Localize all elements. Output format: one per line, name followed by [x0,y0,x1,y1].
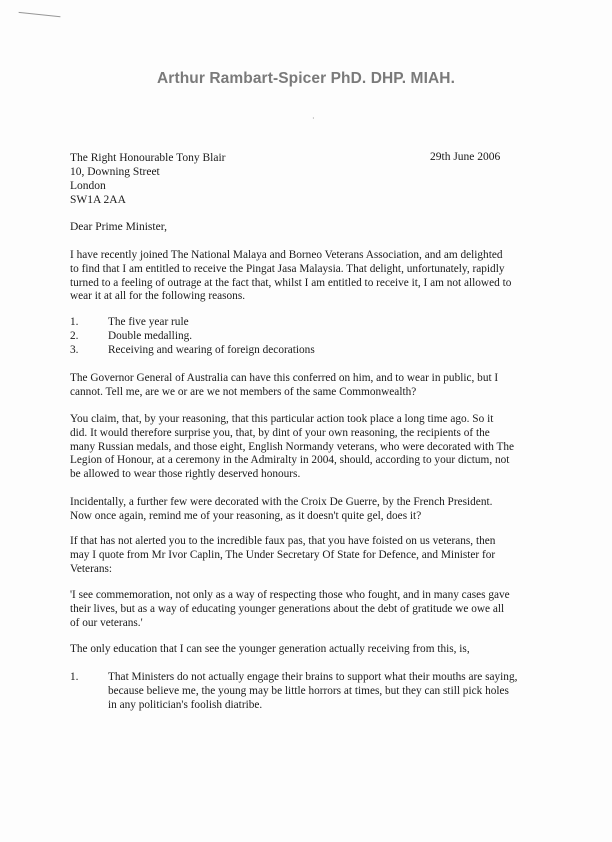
text-line: be allowed to wear those rightly deserved honours. [70,468,301,481]
address-line: The Right Honourable Tony Blair [70,152,226,164]
list-item [70,315,315,329]
list-item-number: 1. [70,316,79,328]
letterhead-name: Arthur Rambart-Spicer PhD. DHP. MIAH. [157,70,455,87]
list-item-text [108,671,517,712]
list-item [70,329,315,343]
text-line: may I quote from Mr Ivor Caplin, The Under Secretary Of State for Defence, and Minister for [70,548,496,561]
paragraph-quote [70,589,548,630]
salutation: Dear Prime Minister, [70,221,167,233]
list-item [70,343,315,357]
paragraph-incidentally [70,496,548,524]
text-line: The Governor General of Australia can have this conferred on him, and to wear in public, but I [70,372,499,384]
text-line: Veterans: [70,562,113,575]
text-line: many Russian medals, and those eight, English Normandy veterans, who were decorated with The [70,440,515,453]
text-line: because believe me, the young may be little horrors at times, but they can still pick holes [108,684,509,697]
reasons-list [70,315,315,357]
text-line: turned to a feeling of outrage at the fact that, whilst I am entitled to receive it, I am not allowed to [70,276,512,289]
text-line: Now once again, remind me of your reasoning, as it doesn't quite gel, does it? [70,509,422,522]
text-line: wear it at all for the following reasons. [70,290,246,303]
paragraph-intro [70,249,548,304]
text-line: in any politician's foolish diatribe. [108,698,263,711]
text-line: of our veterans.' [70,616,143,629]
text-line: Legion of Honour, at a ceremony in the Admiralty in 2004, should, according to your dictum, not [70,454,510,467]
scan-speck: · [312,114,315,123]
text-line: The only education that I can see the younger generation actually receiving from this, is, [70,643,470,655]
address-line: SW1A 2AA [70,194,126,206]
text-line: 'I see commemoration, not only as a way of respecting those who fought, and in many cases gave [70,589,510,601]
letter-date: 29th June 2006 [430,151,501,163]
scan-mark [18,12,61,27]
address-line: 10, Downing Street [70,166,160,178]
list-item-number: 3. [70,344,79,356]
list-item-number: 1. [70,671,79,683]
final-list-item [70,671,517,712]
text-line: You claim, that, by your reasoning, that this particular action took place a long time ago. So it [70,413,494,425]
text-line: did. It would therefore surprise you, that, by dint of your own reasoning, the recipients of the [70,426,490,439]
paragraph-education [70,643,548,657]
address-line: London [70,180,106,192]
list-item-text: Receiving and wearing of foreign decorations [108,344,315,356]
text-line: to find that I am entitled to receive the Pingat Jasa Malaysia. That delight, unfortunately, rapidly [70,262,505,275]
text-line: Incidentally, a further few were decorated with the Croix De Guerre, by the French President. [70,496,493,508]
text-line: If that has not alerted you to the incredible faux pas, that you have foisted on us veterans, then [70,535,496,547]
list-item-number: 2. [70,330,79,342]
paragraph-claim [70,413,548,482]
list-item-text: The five year rule [108,316,189,328]
recipient-address [70,151,226,207]
text-line: cannot. Tell me, are we or are we not members of the same Commonwealth? [70,385,417,398]
paragraph-faux-pas [70,535,548,576]
paragraph-governor [70,372,548,400]
text-line: their lives, but as a way of educating younger generations about the debt of gratitude we owe all [70,602,505,615]
text-line: I have recently joined The National Malaya and Borneo Veterans Association, and am delighted [70,249,503,261]
list-item-text: Double medalling. [108,330,193,342]
text-line: That Ministers do not actually engage their brains to support what their mouths are saying, [108,671,518,683]
